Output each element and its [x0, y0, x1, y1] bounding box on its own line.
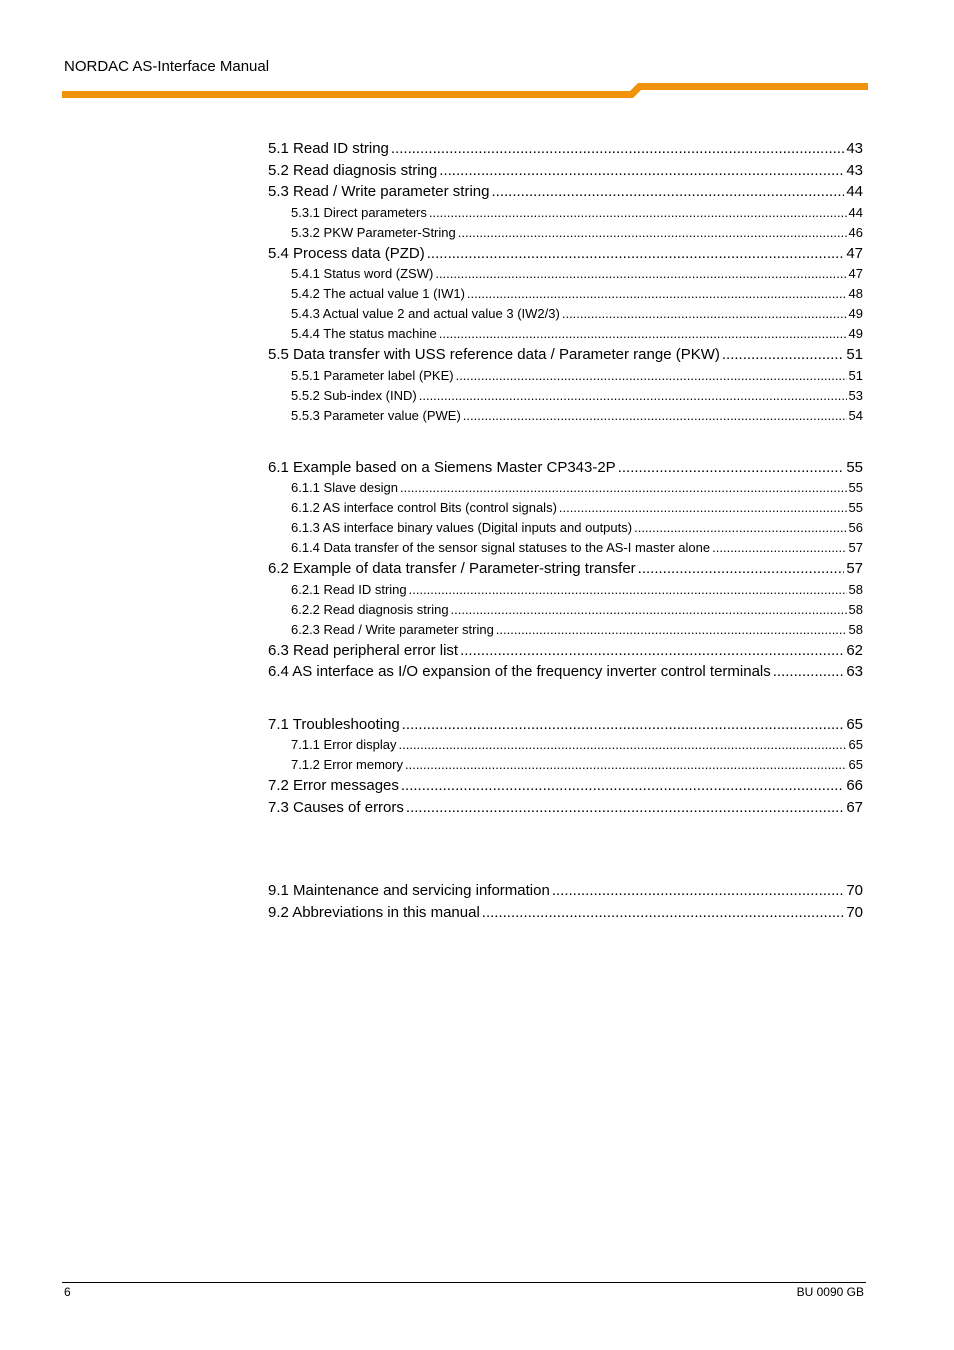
toc-entry-title: 6.3 Read peripheral error list [268, 641, 459, 659]
toc-leader-dots [712, 538, 846, 558]
toc-entry-title: 5.4.1 Status word (ZSW) [291, 266, 434, 281]
toc-entry[interactable] [268, 386, 863, 406]
toc-entry[interactable] [268, 138, 863, 160]
toc-leader-dots [562, 304, 847, 324]
toc-section [268, 138, 863, 426]
toc-entry-title: 6.1 Example based on a Siemens Master CP343-2P [268, 458, 616, 476]
toc-entry-title: 6.1.4 Data transfer of the sensor signal statuses to the AS-I master alone [291, 540, 711, 555]
toc-entry-title: 5.5.2 Sub-index (IND) [291, 387, 417, 403]
toc-entry-page: 56 [848, 520, 863, 535]
toc-entry[interactable] [268, 203, 863, 223]
toc-leader-dots [406, 797, 844, 819]
toc-leader-dots [419, 386, 847, 406]
toc-entry[interactable] [268, 600, 863, 620]
toc-entry-page: 47 [846, 244, 863, 262]
toc-entry-title: 5.1 Read ID string [268, 140, 389, 157]
toc-section [268, 457, 863, 683]
toc-entry-page: 66 [846, 777, 863, 794]
toc-entry-title: 6.1.3 AS interface binary values (Digital inputs and outputs) [291, 520, 633, 535]
toc-section [268, 880, 863, 923]
toc-entry-page: 53 [848, 387, 863, 403]
toc-leader-dots [496, 620, 847, 640]
toc-entry-title: 5.2 Read diagnosis string [268, 161, 438, 179]
toc-entry-page: 43 [846, 140, 863, 157]
toc-entry-page: 62 [846, 641, 863, 659]
toc-entry[interactable] [268, 223, 863, 243]
toc-entry[interactable] [268, 538, 863, 558]
toc-entry-page: 65 [848, 757, 863, 772]
footer-page-number: 6 [64, 1285, 71, 1299]
toc-entry-title: 7.1 Troubleshooting [268, 715, 400, 733]
toc-entry[interactable] [268, 284, 863, 304]
toc-entry-page: 49 [848, 326, 863, 341]
toc-entry-page: 44 [848, 204, 863, 220]
toc-entry[interactable] [268, 775, 863, 797]
toc-entry-title: 9.2 Abbreviations in this manual [268, 903, 480, 921]
toc-entry-title: 5.5.3 Parameter value (PWE) [291, 407, 461, 423]
toc-leader-dots [399, 735, 847, 755]
toc-entry[interactable] [268, 457, 863, 479]
toc-entry-page: 58 [848, 621, 863, 637]
toc-entry-page: 57 [846, 560, 863, 577]
toc-entry-page: 55 [846, 458, 863, 476]
toc-leader-dots [458, 223, 847, 243]
toc-entry-page: 43 [846, 161, 863, 179]
toc-leader-dots [402, 714, 845, 736]
toc-entry[interactable] [268, 558, 863, 580]
toc-entry[interactable] [268, 406, 863, 426]
toc-leader-dots [435, 264, 846, 284]
toc-entry-page: 70 [846, 882, 863, 899]
toc-entry-title: 5.5 Data transfer with USS reference data / Parameter range (PKW) [268, 346, 720, 363]
toc-entry[interactable] [268, 264, 863, 284]
toc-entry-page: 67 [846, 798, 863, 816]
toc-entry[interactable] [268, 243, 863, 265]
toc-entry[interactable] [268, 478, 863, 498]
toc-entry[interactable] [268, 902, 863, 924]
toc-leader-dots [460, 640, 844, 662]
toc-entry-title: 6.2.2 Read diagnosis string [291, 601, 449, 617]
toc-leader-dots [405, 755, 847, 775]
toc-entry-title: 9.1 Maintenance and servicing information [268, 882, 550, 899]
toc-entry-title: 6.1.2 AS interface control Bits (control signals) [291, 500, 557, 515]
toc-leader-dots [618, 457, 845, 479]
toc-entry-page: 55 [848, 500, 863, 515]
toc-entry[interactable] [268, 498, 863, 518]
toc-entry[interactable] [268, 580, 863, 600]
toc-leader-dots [634, 518, 846, 538]
toc-entry-page: 44 [846, 183, 863, 200]
toc-entry-title: 7.1.2 Error memory [291, 757, 403, 772]
toc-leader-dots [638, 558, 845, 580]
toc-entry-page: 58 [848, 581, 863, 597]
toc-leader-dots [463, 406, 847, 426]
toc-entry-page: 49 [848, 306, 863, 321]
toc-entry-page: 48 [848, 286, 863, 301]
toc-entry-title: 5.4.3 Actual value 2 and actual value 3 (IW2/3) [291, 306, 560, 321]
toc-leader-dots [400, 478, 847, 498]
toc-leader-dots [439, 324, 847, 344]
toc-entry[interactable] [268, 735, 863, 755]
toc-entry-title: 6.1.1 Slave design [291, 480, 398, 495]
header-title: NORDAC AS-Interface Manual [64, 58, 270, 75]
toc-entry[interactable] [268, 714, 863, 736]
toc-entry-title: 5.3.1 Direct parameters [291, 204, 427, 220]
toc-entry-page: 54 [848, 407, 863, 423]
toc-entry[interactable] [268, 181, 863, 203]
toc-entry[interactable] [268, 640, 863, 662]
toc-leader-dots [427, 243, 845, 265]
toc-entry-title: 7.3 Causes of errors [268, 798, 404, 816]
toc-entry-page: 51 [846, 346, 863, 363]
toc-entry-page: 63 [846, 663, 863, 680]
toc-entry-title: 7.2 Error messages [268, 777, 399, 794]
toc-leader-dots [552, 880, 844, 902]
toc-entry-page: 55 [848, 480, 863, 495]
toc-entry-page: 47 [848, 266, 863, 281]
toc-leader-dots [491, 181, 844, 203]
toc-leader-dots [391, 138, 844, 160]
toc-entry-title: 5.5.1 Parameter label (PKE) [291, 367, 454, 383]
toc-entry-page: 58 [848, 601, 863, 617]
toc-entry[interactable] [268, 880, 863, 902]
toc-entry-title: 5.4.4 The status machine [291, 326, 437, 341]
toc-entry-page: 70 [846, 903, 863, 921]
header-accent-bar [62, 82, 868, 98]
toc-entry[interactable] [268, 797, 863, 819]
toc-entry[interactable] [268, 324, 863, 344]
toc-leader-dots [722, 344, 844, 366]
toc-entry-title: 5.4.2 The actual value 1 (IW1) [291, 286, 465, 301]
toc-entry-title: 6.2.3 Read / Write parameter string [291, 621, 494, 637]
toc-leader-dots [409, 580, 847, 600]
toc-entry[interactable] [268, 344, 863, 366]
toc-entry[interactable] [268, 366, 863, 386]
toc-leader-dots [401, 775, 844, 797]
toc-leader-dots [467, 284, 847, 304]
toc-entry-page: 46 [848, 224, 863, 240]
toc-entry[interactable] [268, 620, 863, 640]
toc-entry-title: 6.2.1 Read ID string [291, 581, 407, 597]
toc-entry-title: 6.4 AS interface as I/O expansion of the frequency inverter control terminals [268, 663, 771, 680]
toc-entry-title: 7.1.1 Error display [291, 737, 397, 752]
toc-entry[interactable] [268, 755, 863, 775]
toc-entry-page: 65 [846, 715, 863, 733]
toc-entry-title: 5.3 Read / Write parameter string [268, 183, 490, 200]
toc-entry[interactable] [268, 160, 863, 182]
toc-entry-page: 57 [848, 540, 863, 555]
toc-entry-title: 5.3.2 PKW Parameter-String [291, 224, 456, 240]
toc-leader-dots [451, 600, 847, 620]
toc-entry-page: 51 [848, 367, 863, 383]
footer-divider [62, 1282, 866, 1283]
toc-entry[interactable] [268, 304, 863, 324]
toc-entry[interactable] [268, 661, 863, 683]
toc-entry[interactable] [268, 518, 863, 538]
toc-entry-title: 6.2 Example of data transfer / Parameter-string transfer [268, 560, 636, 577]
toc-section [268, 714, 863, 819]
toc-entry-title: 5.4 Process data (PZD) [268, 244, 425, 262]
toc-leader-dots [482, 902, 845, 924]
toc-leader-dots [439, 160, 844, 182]
footer-document-id: BU 0090 GB [796, 1285, 864, 1299]
toc-entry-page: 65 [848, 737, 863, 752]
toc-leader-dots [773, 661, 845, 683]
toc-leader-dots [559, 498, 847, 518]
toc-leader-dots [456, 366, 847, 386]
toc-leader-dots [429, 203, 847, 223]
table-of-contents [268, 138, 863, 923]
